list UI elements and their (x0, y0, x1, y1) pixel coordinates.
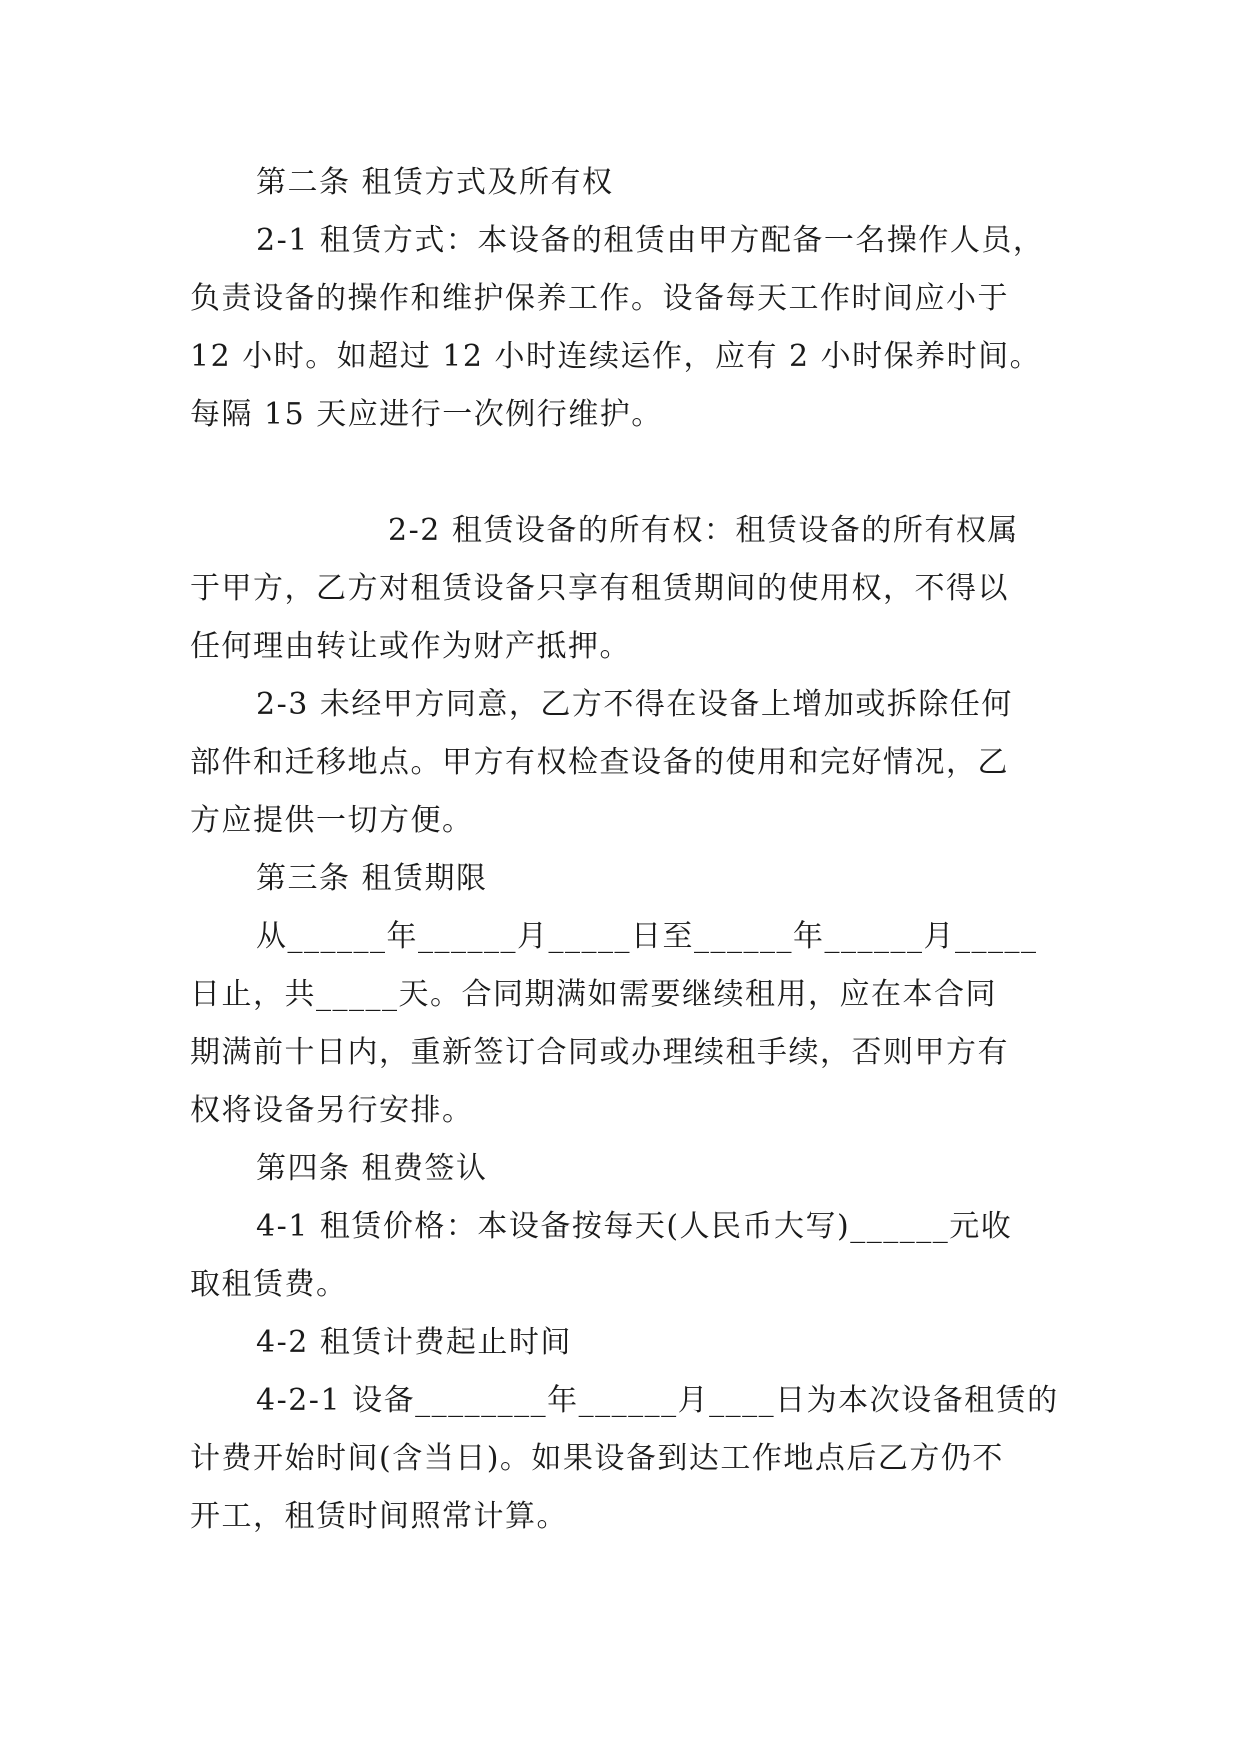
article-4-heading: 第四条 租费签认 (256, 1151, 488, 1186)
article-3-line-1: 从______年______月_____日至______年______月_____ (256, 919, 1038, 954)
clause-4-1-line-2: 取租赁费。 (190, 1267, 348, 1302)
article-3-heading: 第三条 租赁期限 (256, 861, 488, 896)
clause-2-2-line-1: 2-2 租赁设备的所有权：租赁设备的所有权属 (388, 513, 1019, 548)
clause-2-1-line-2: 负责设备的操作和维护保养工作。设备每天工作时间应小于 (190, 281, 1009, 316)
article-3-line-4: 权将设备另行安排。 (190, 1093, 474, 1128)
clause-2-3-line-2: 部件和迁移地点。甲方有权检查设备的使用和完好情况，乙 (190, 745, 1009, 780)
article-3-line-3: 期满前十日内，重新签订合同或办理续租手续，否则甲方有 (190, 1035, 1009, 1070)
clause-2-2-line-2: 于甲方，乙方对租赁设备只享有租赁期间的使用权，不得以 (190, 571, 1009, 606)
clause-4-2-1-line-2: 计费开始时间(含当日)。如果设备到达工作地点后乙方仍不 (190, 1441, 1004, 1476)
clause-2-3-line-1: 2-3 未经甲方同意，乙方不得在设备上增加或拆除任何 (256, 687, 1013, 722)
clause-2-1-line-3: 12 小时。如超过 12 小时连续运作，应有 2 小时保养时间。 (190, 339, 1042, 374)
clause-4-1-line-1: 4-1 租赁价格：本设备按每天(人民币大写)______元收 (256, 1209, 1013, 1244)
clause-4-2-1-line-1: 4-2-1 设备________年______月____日为本次设备租赁的 (256, 1383, 1059, 1418)
article-2-heading: 第二条 租赁方式及所有权 (256, 165, 614, 200)
clause-4-2-heading: 4-2 租赁计费起止时间 (256, 1325, 572, 1360)
clause-2-3-line-3: 方应提供一切方便。 (190, 803, 474, 838)
clause-4-2-1-line-3: 开工，租赁时间照常计算。 (190, 1499, 568, 1534)
clause-2-1-line-1: 2-1 租赁方式：本设备的租赁由甲方配备一名操作人员， (256, 223, 1045, 258)
clause-2-2-line-3: 任何理由转让或作为财产抵押。 (190, 629, 631, 664)
clause-2-1-line-4: 每隔 15 天应进行一次例行维护。 (190, 397, 663, 432)
article-3-line-2: 日止，共_____天。合同期满如需要继续租用，应在本合同 (190, 977, 997, 1012)
